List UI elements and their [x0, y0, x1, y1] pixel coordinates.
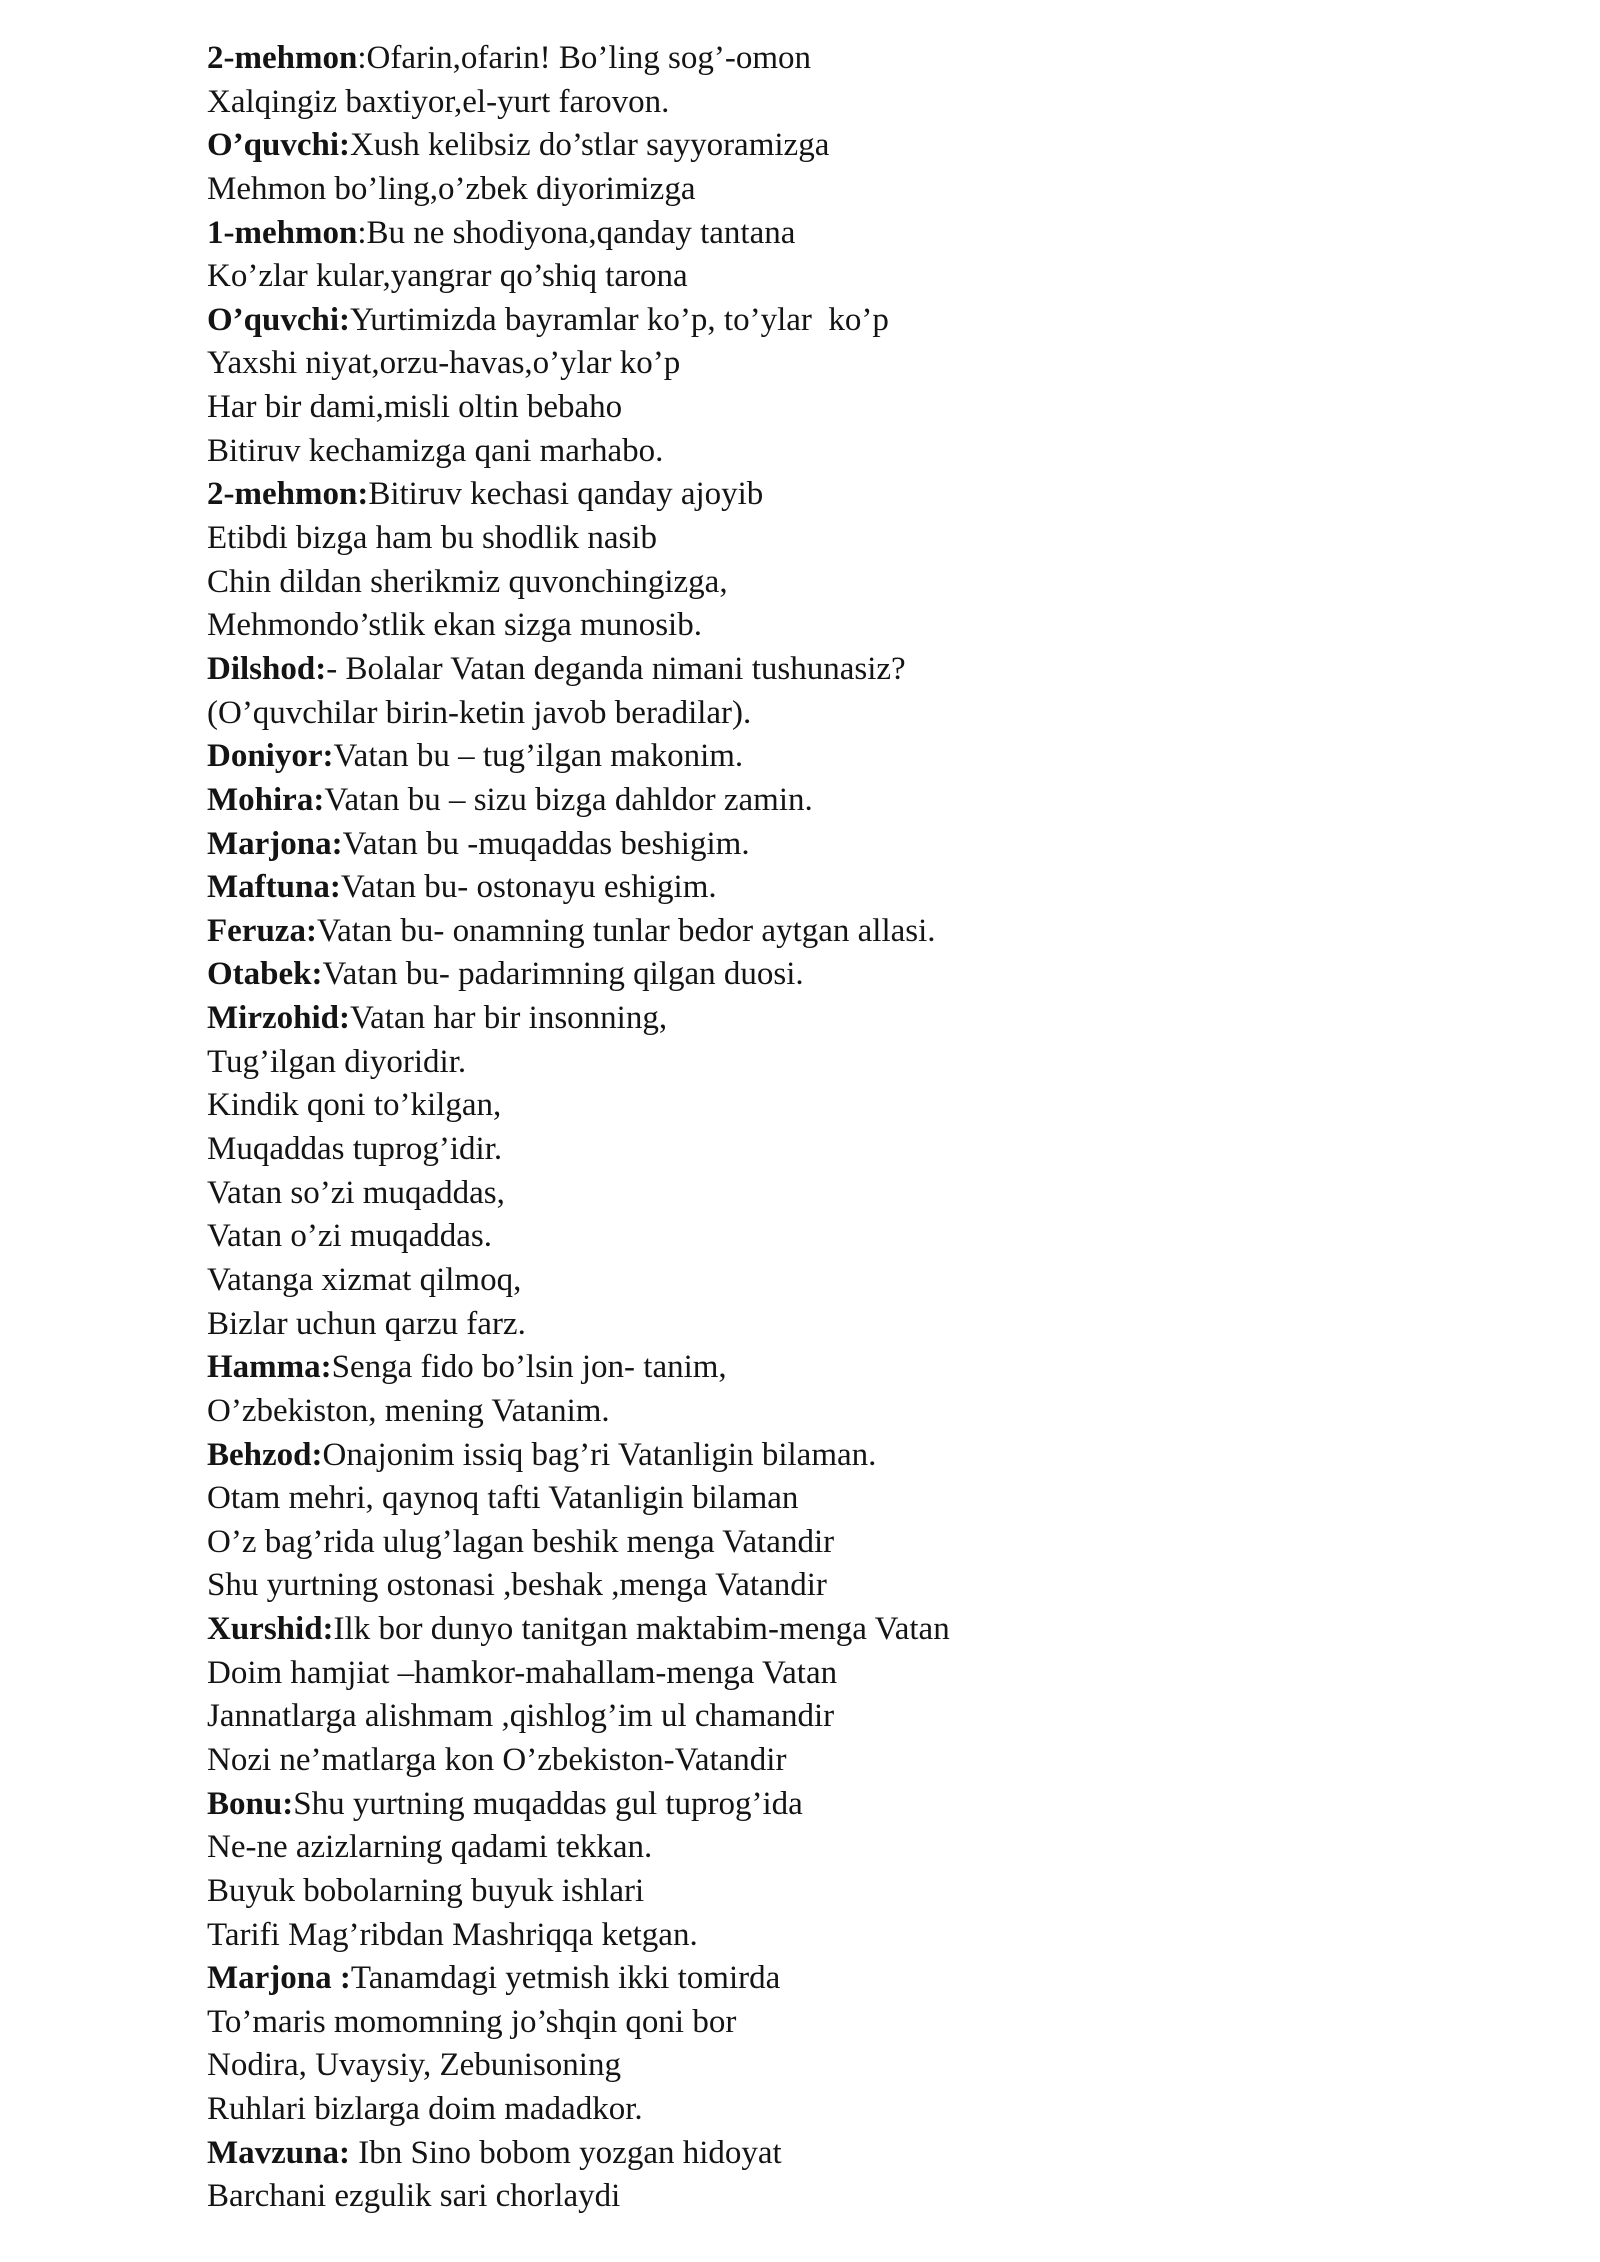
verse-line [207, 1870, 1507, 1914]
line-text: Shu yurtning muqaddas gul tuprog’ida [293, 1785, 803, 1822]
line-text: Yaxshi niyat,orzu-havas,o’ylar ko’p [207, 345, 681, 382]
line-text: Ruhlari bizlarga doim madadkor. [207, 2091, 643, 2128]
line-text: Vatan bu -muqaddas beshigim. [342, 825, 750, 862]
speaker-name: O’quvchi: [207, 301, 351, 338]
dialogue-line [207, 1783, 1507, 1827]
dialogue-line [207, 823, 1507, 867]
dialogue-line [207, 735, 1507, 779]
verse-line [207, 1914, 1507, 1958]
line-text: Xalqingiz baxtiyor,el-yurt farovon. [207, 83, 670, 120]
dialogue-line [207, 1434, 1507, 1478]
line-text: Vatan bu – tug’ilgan makonim. [333, 738, 744, 775]
verse-line [207, 1259, 1507, 1303]
verse-line [207, 2088, 1507, 2132]
line-text: Tarifi Mag’ribdan Mashriqqa ketgan. [207, 1916, 698, 1953]
speaker-name: Behzod: [207, 1436, 323, 1473]
verse-line [207, 255, 1507, 299]
speaker-name: Mavzuna: [207, 2134, 350, 2171]
line-text: Bitiruv kechamizga qani marhabo. [207, 432, 664, 469]
verse-line [207, 1303, 1507, 1347]
line-text: Ilk bor dunyo tanitgan maktabim-menga Vatan [333, 1611, 950, 1648]
line-text: Nozi ne’matlarga kon O’zbekiston-Vatandir [207, 1741, 787, 1778]
line-text: Doim hamjiat –hamkor-mahallam-menga Vatan [207, 1654, 838, 1691]
line-text: Bu ne shodiyona,qanday tantana [366, 214, 796, 251]
speaker-name: Bonu: [207, 1785, 294, 1822]
line-text: Chin dildan sherikmiz quvonchingizga, [207, 563, 728, 600]
verse-line [207, 81, 1507, 125]
line-text: Ibn Sino bobom yozgan hidoyat [350, 2134, 782, 2171]
verse-line [207, 1477, 1507, 1521]
line-text: Senga fido bo’lsin jon- tanim, [331, 1349, 727, 1386]
verse-line [207, 2044, 1507, 2088]
speaker-name: O’quvchi: [207, 127, 351, 164]
line-text: Ofarin,ofarin! Bo’ling sog’-omon [366, 40, 811, 76]
line-text: Vatan bu – sizu bizga dahldor zamin. [324, 781, 813, 818]
verse-line [207, 1564, 1507, 1608]
dialogue-line [207, 212, 1507, 256]
dialogue-line [207, 779, 1507, 823]
dialogue-line [207, 1346, 1507, 1390]
line-text: Kindik qoni to’kilgan, [207, 1087, 502, 1124]
speaker-name: Marjona: [207, 825, 343, 862]
verse-line [207, 1215, 1507, 1259]
dialogue-line [207, 1957, 1507, 2001]
verse-line [207, 604, 1507, 648]
line-text: Mehmondo’stlik ekan sizga munosib. [207, 607, 702, 644]
speaker-name: 2-mehmon: [207, 476, 369, 513]
verse-line [207, 1084, 1507, 1128]
line-text: Ne-ne azizlarning qadami tekkan. [207, 1829, 653, 1866]
dialogue-line [207, 299, 1507, 343]
verse-line [207, 2175, 1507, 2219]
line-text: Vatan so’zi muqaddas, [207, 1174, 505, 1211]
verse-line [207, 386, 1507, 430]
speaker-name: Hamma: [207, 1349, 332, 1386]
line-text: To’maris momomning jo’shqin qoni bor [207, 2003, 737, 2040]
line-text: Shu yurtning ostonasi ,beshak ,menga Vatandir [207, 1567, 827, 1604]
line-text: (O’quvchilar birin-ketin javob beradilar). [207, 694, 752, 731]
verse-line [207, 1390, 1507, 1434]
dialogue-line [207, 124, 1507, 168]
dialogue-line [207, 648, 1507, 692]
verse-line [207, 1695, 1507, 1739]
dialogue-line [207, 37, 1507, 81]
speaker-name: Doniyor: [207, 738, 334, 775]
line-text: Vatan har bir insonning, [349, 1000, 668, 1037]
line-text: Bitiruv kechasi qanday ajoyib [368, 476, 764, 513]
speaker-name: Marjona : [207, 1960, 351, 1997]
line-text: Ko’zlar kular,yangrar qo’shiq tarona [207, 258, 688, 295]
speaker-name: 2-mehmon [207, 40, 358, 76]
speaker-name: 1-mehmon [207, 214, 358, 251]
verse-line [207, 1172, 1507, 1216]
dialogue-line [207, 866, 1507, 910]
verse-line [207, 1826, 1507, 1870]
speaker-separator: : [357, 214, 367, 251]
dialogue-line [207, 473, 1507, 517]
dialogue-line [207, 910, 1507, 954]
line-text: Har bir dami,misli oltin bebaho [207, 389, 623, 426]
line-text: Muqaddas tuprog’idir. [207, 1131, 503, 1168]
line-text: - Bolalar Vatan deganda nimani tushunasiz? [326, 650, 906, 687]
line-text: Vatan o’zi muqaddas. [207, 1218, 492, 1255]
line-text: Tug’ilgan diyoridir. [207, 1043, 467, 1080]
dialogue-line [207, 997, 1507, 1041]
line-text: Jannatlarga alishmam ,qishlog’im ul chamandir [207, 1698, 835, 1735]
line-text: Mehmon bo’ling,o’zbek diyorimizga [207, 170, 696, 207]
speaker-name: Otabek: [207, 956, 323, 993]
line-text: Yurtimizda bayramlar ko’p, to’ylar ko’p [350, 301, 889, 338]
speaker-name: Maftuna: [207, 869, 341, 906]
line-text: Onajonim issiq bag’ri Vatanligin bilaman. [322, 1436, 877, 1473]
verse-line [207, 1041, 1507, 1085]
verse-line [207, 517, 1507, 561]
verse-line [207, 1652, 1507, 1696]
speaker-name: Xurshid: [207, 1611, 334, 1648]
dialogue-line [207, 1608, 1507, 1652]
line-text: Vatan bu- padarimning qilgan duosi. [322, 956, 804, 993]
line-text: Xush kelibsiz do’stlar sayyoramizga [350, 127, 830, 164]
verse-line [207, 342, 1507, 386]
line-text: O’z bag’rida ulug’lagan beshik menga Vatandir [207, 1523, 835, 1560]
script-text [207, 37, 1507, 2219]
line-text: Barchani ezgulik sari chorlaydi [207, 2178, 621, 2215]
verse-line [207, 430, 1507, 474]
line-text: Tanamdagi yetmish ikki tomirda [350, 1960, 781, 1997]
verse-line [207, 168, 1507, 212]
verse-line [207, 692, 1507, 736]
line-text: Otam mehri, qaynoq tafti Vatanligin bilaman [207, 1480, 799, 1517]
line-text: Vatanga xizmat qilmoq, [207, 1261, 522, 1298]
line-text: Nodira, Uvaysiy, Zebunisoning [207, 2047, 621, 2084]
line-text: Vatan bu- onamning tunlar bedor aytgan allasi. [316, 912, 936, 949]
line-text: O’zbekiston, mening Vatanim. [207, 1392, 610, 1429]
line-text: Etibdi bizga ham bu shodlik nasib [207, 520, 658, 557]
line-text: Vatan bu- ostonayu eshigim. [340, 869, 717, 906]
line-text: Bizlar uchun qarzu farz. [207, 1305, 526, 1342]
speaker-name: Mohira: [207, 781, 325, 818]
speaker-separator: : [357, 40, 367, 76]
verse-line [207, 1521, 1507, 1565]
verse-line [207, 1128, 1507, 1172]
speaker-name: Mirzohid: [207, 1000, 350, 1037]
verse-line [207, 1739, 1507, 1783]
dialogue-line [207, 953, 1507, 997]
verse-line [207, 561, 1507, 605]
line-text: Buyuk bobolarning buyuk ishlari [207, 1872, 645, 1909]
speaker-name: Feruza: [207, 912, 317, 949]
dialogue-line [207, 2132, 1507, 2176]
verse-line [207, 2001, 1507, 2045]
speaker-name: Dilshod: [207, 650, 327, 687]
